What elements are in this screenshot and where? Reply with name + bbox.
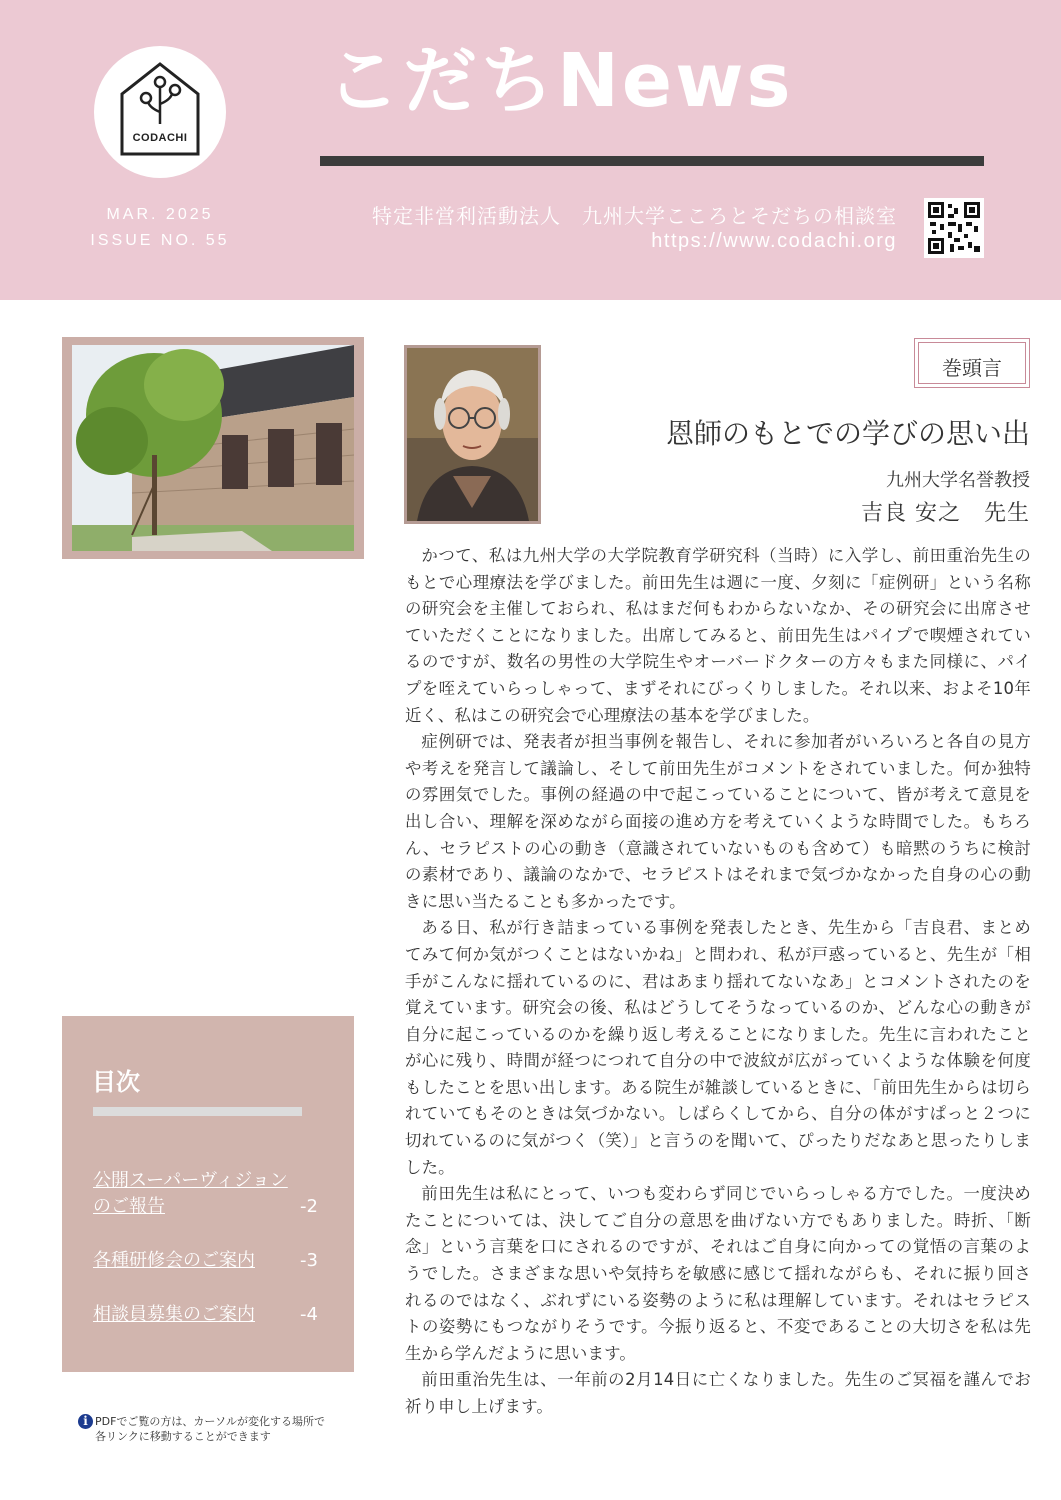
note-text (95, 1414, 325, 1444)
logo-text: CODACHI (132, 132, 188, 144)
article-paragraph: 前田重治先生は、一年前の2月14日に亡くなりました。先生のご冥福を謹んでお祈り申し上げます。 (405, 1370, 1031, 1416)
author-affiliation: 九州大学名誉教授 (886, 470, 1030, 491)
toc-link-label: 各種研修会のご案内 (93, 1250, 255, 1271)
article-paragraph: 前田先生は私にとって、いつも変わらず同じでいらっしゃる方でした。一度決めたことについては、決してご自分の意思を曲げない方でもありました。時折、「断念」という言葉を口にされるのですが、それはご自身に向かっての覚悟の言葉のようでした。さまざまな思いや気持ちを敏感に感じて揺れながらも、それに振り回されるのではなく、ぶれずにいる姿勢のように私は理解しています。それはセラピストの姿勢にもつながりそうです。今振り返ると、不変であることの大切さを私は先生から学んだように思います。 (405, 1184, 1031, 1363)
note-line: 各リンクに移動することができます (95, 1430, 271, 1443)
toc-link-label: のご報告 (93, 1196, 165, 1217)
toc-divider (93, 1107, 302, 1116)
author-portrait (404, 345, 541, 524)
issue-number: ISSUE NO. 55 (90, 232, 230, 249)
website-link[interactable]: https://www.codachi.org (651, 230, 897, 252)
header-banner (0, 0, 1061, 300)
toc-link-recruitment[interactable] (93, 1302, 255, 1328)
author-name: 吉良 安之 先生 (861, 501, 1030, 526)
house-tree-icon (94, 46, 226, 178)
toc-page-number: -4 (300, 1304, 318, 1325)
newsletter-title: こだちNews (326, 38, 794, 124)
note-line: PDFでご覧の方は、カーソルが変化する場所で (95, 1415, 325, 1428)
article-paragraph: ある日、私が行き詰まっている事例を発表したとき、先生から「吉良君、まとめてみて何か気がつくことはないかね」と問われ、私が戸惑っていると、先生が「相手がこんなに揺れているのに、君はあまり揺れてないなあ」とコメントされたのを覚えています。研究会の後、私はどうしてそうなっているのか、どんな心の動きが自分に起こっているのかを繰り返し考えることになりました。先生に言われたことが心に残り、時間が経つにつれて自分の中で波紋が広がっていくような体験を何度もしたことを思い出します。ある院生が雑談しているときに、「前田先生からは切られていてもそのときは気づかない。しばらくしてから、自分の体がすぱっと２つに切れているのに気がつく（笑）」と言うのを聞いて、ぴったりだなあと思ったりしました。 (405, 918, 1031, 1177)
table-of-contents (62, 1016, 354, 1372)
info-icon: i (78, 1414, 93, 1429)
article-paragraph: 症例研では、発表者が担当事例を報告し、それに参加者がいろいろと各自の見方や考えを発言して議論し、そして前田先生がコメントをされていました。何か独特の雰囲気でした。事例の経過の中で起こっていることについて、皆が考えて意見を出し合い、理解を深めながら面接の進め方を考えていくような時間でした。もちろん、セラピストの心の動き（意識されていないものも含めて）も暗黙のうちに検討の素材であり、議論のなかで、セラピストはそれまで気づかなかった自身の心の動きに思い当たることも多かったです。 (405, 732, 1031, 911)
toc-page-number: -2 (300, 1196, 318, 1217)
toc-title: 目次 (92, 1068, 140, 1096)
category-tag (914, 338, 1030, 388)
qr-code-icon[interactable] (924, 198, 984, 258)
title-divider (320, 156, 984, 166)
toc-link-label: 公開スーパーヴィジョン (93, 1170, 288, 1191)
toc-link-supervision[interactable] (93, 1168, 288, 1220)
article-title: 恩師のもとでの学びの思い出 (665, 417, 1030, 450)
article-body (405, 543, 1031, 1421)
toc-link-label: 相談員募集のご案内 (93, 1304, 255, 1325)
article-paragraph: かつて、私は九州大学の大学院教育学研究科（当時）に入学し、前田重治先生のもとで心理療法を学びました。前田先生は週に一度、夕刻に「症例研」という名称の研究会を主催しておられ、私はまだ何もわからないなか、その研究会に出席させていただくことになりました。出席してみると、前田先生はパイプで喫煙されているのですが、数名の男性の大学院生やオーバードクターの方々もまた同様に、パイプを咥えていらっしゃって、まずそれにびっくりしました。それ以来、およそ10年近く、私はこの研究会で心理療法の基本を学びました。 (405, 546, 1031, 725)
toc-page-number: -3 (300, 1250, 318, 1271)
toc-link-training[interactable] (93, 1248, 255, 1274)
codachi-logo (94, 46, 226, 178)
issue-date: MAR. 2025 (106, 206, 214, 223)
organization-name: 特定非営利活動法人 九州大学こころとそだちの相談室 (372, 204, 897, 228)
building-photo (62, 337, 364, 559)
category-label: 巻頭言 (942, 356, 1002, 380)
